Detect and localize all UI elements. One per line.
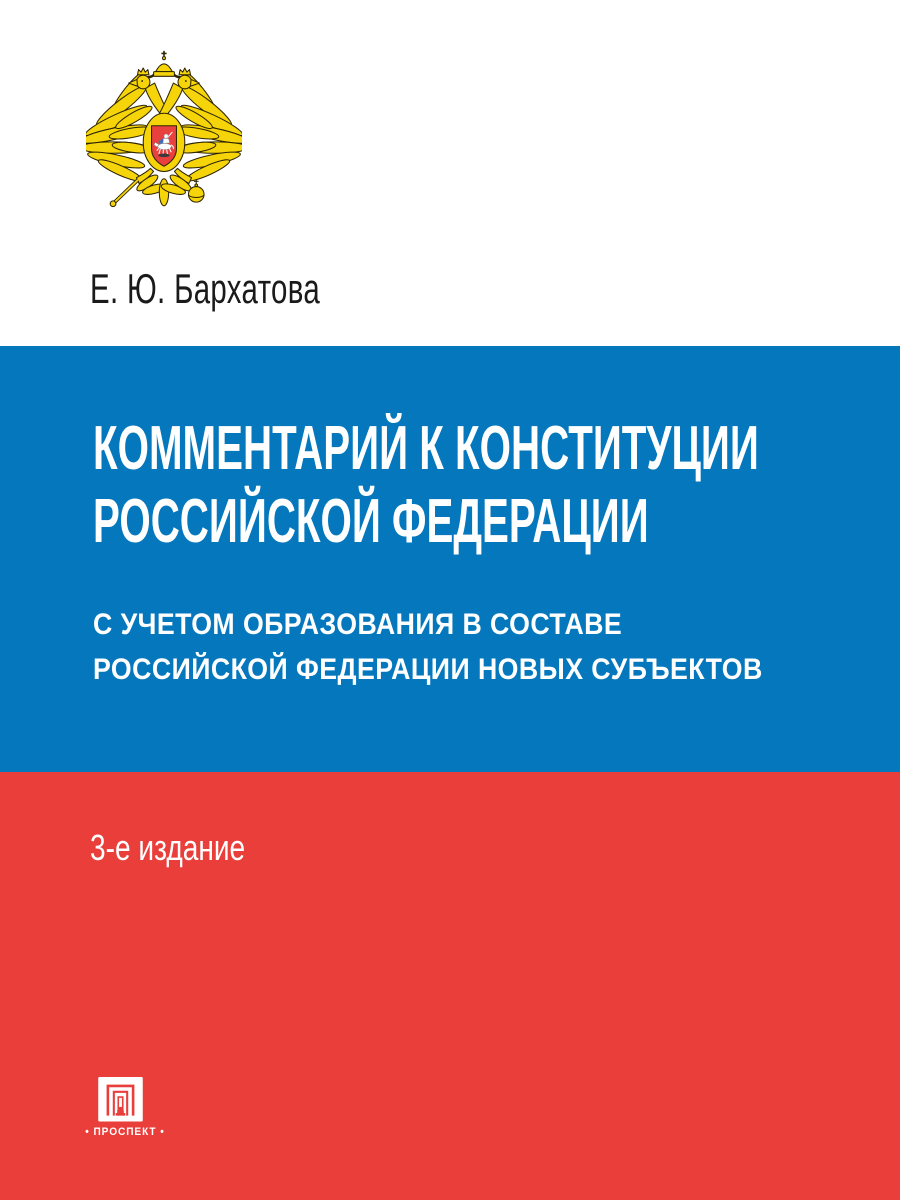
book-subtitle-line1: С УЧЕТОМ ОБРАЗОВАНИЯ В СОСТАВЕ (93, 608, 623, 641)
book-subtitle-line2: РОССИЙСКОЙ ФЕДЕРАЦИИ НОВЫХ СУБЪЕКТОВ (93, 653, 763, 686)
russia-coat-of-arms-icon (86, 44, 242, 222)
book-title-line1: КОММЕНТАРИЙ К КОНСТИТУЦИИ (93, 414, 759, 483)
publisher-name: • ПРОСПЕКТ • (85, 1126, 165, 1138)
book-title-line2: РОССИЙСКОЙ ФЕДЕРАЦИИ (93, 487, 649, 556)
edition-label: 3-е издание (90, 827, 246, 868)
prospekt-publisher-logo-icon (98, 1077, 143, 1123)
book-title (93, 412, 759, 558)
book-subtitle (93, 602, 763, 692)
author-name: Е. Ю. Бархатова (90, 265, 321, 312)
blue-band (0, 346, 900, 772)
